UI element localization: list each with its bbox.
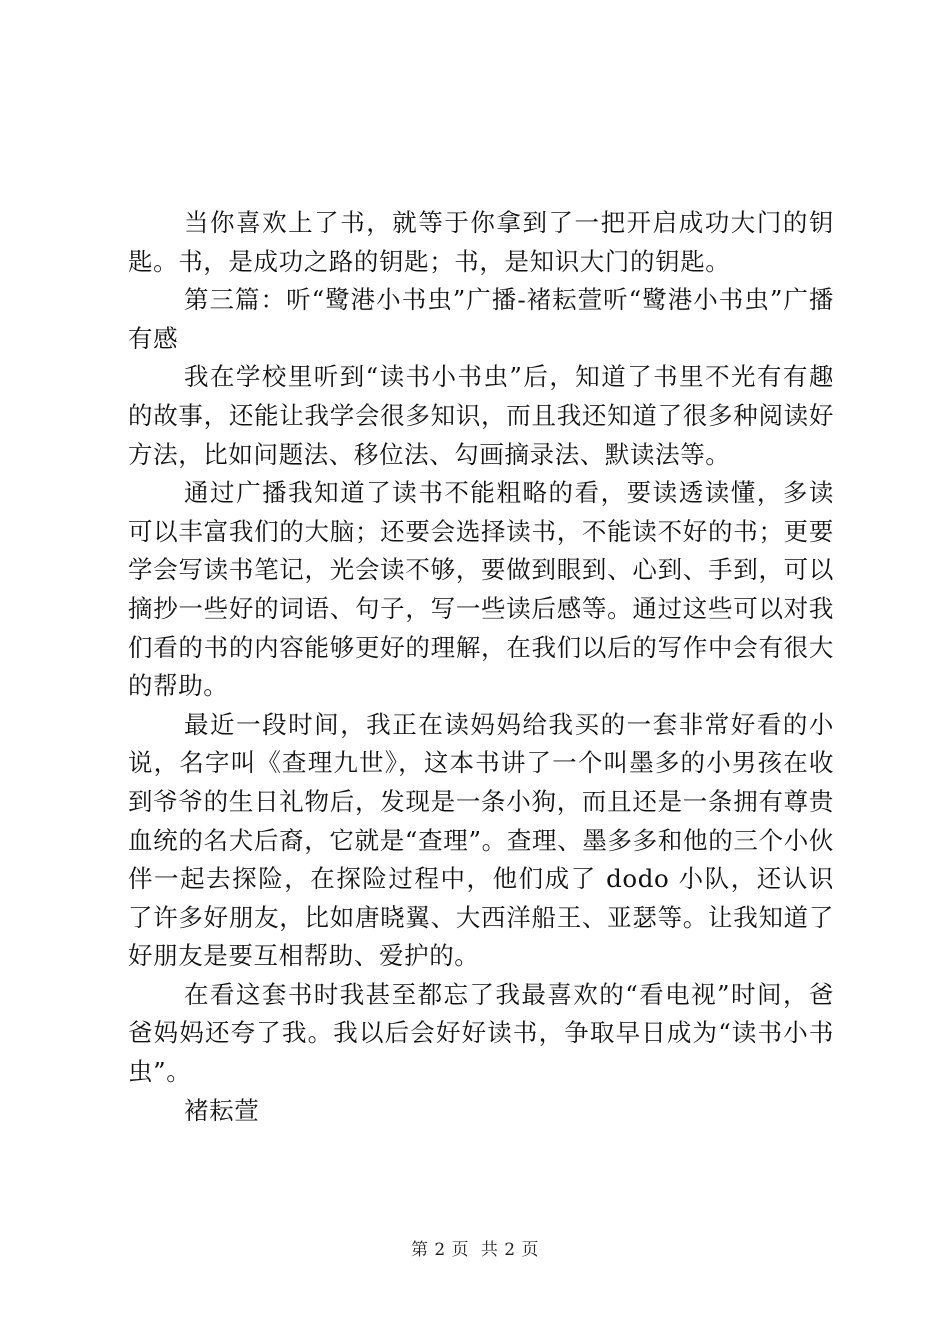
- paragraph-book-story: 最近一段时间，我正在读妈妈给我买的一套非常好看的小说，名字叫《查理九世》，这本书讲了一个叫墨多的小男孩在收到爷爷的生日礼物后，发现是一条小狗，而且还是一条拥有尊贵血统的名犬后裔，它就是“查理”。查理、墨多多和他的三个小伙伴一起去探险，在探险过程中，他们成了 dodo 小队，还认识了许多好朋友，比如唐晓翼、大西洋船王、亚瑟等。让我知道了好朋友是要互相帮助、爱护的。: [128, 709, 834, 971]
- total-pages: 共 2 页: [480, 1240, 540, 1260]
- author-signature: 褚耘萱: [184, 1095, 260, 1125]
- page-footer: [0, 1238, 950, 1262]
- page-number: 第 2 页: [410, 1240, 470, 1260]
- paragraph-intro: 当你喜欢上了书，就等于你拿到了一把开启成功大门的钥匙。书，是成功之路的钥匙；书，是知识大门的钥匙。: [128, 208, 834, 276]
- paragraph-conclusion: 在看这套书时我甚至都忘了我最喜欢的“看电视”时间，爸爸妈妈还夸了我。我以后会好好读书，争取早日成为“读书小书虫”。: [128, 979, 834, 1087]
- paragraph-broadcast-lessons: 通过广播我知道了读书不能粗略的看，要读透读懂，多读可以丰富我们的大脑；还要会选择读书，不能读不好的书；更要学会写读书笔记，光会读不够，要做到眼到、心到、手到，可以摘抄一些好的词语、句子，写一些读后感等。通过这些可以对我们看的书的内容能够更好的理解，在我们以后的写作中会有很大的帮助。: [128, 478, 834, 701]
- section-heading: 第三篇：听“鹭港小书虫”广播-褚耘萱听“鹭港小书虫”广播有感: [128, 285, 834, 353]
- paragraph-reading-methods: 我在学校里听到“读书小书虫”后，知道了书里不光有有趣的故事，还能让我学会很多知识，而且我还知道了很多种阅读好方法，比如问题法、移位法、勾画摘录法、默读法等。: [128, 362, 834, 469]
- document-body: [128, 204, 834, 1130]
